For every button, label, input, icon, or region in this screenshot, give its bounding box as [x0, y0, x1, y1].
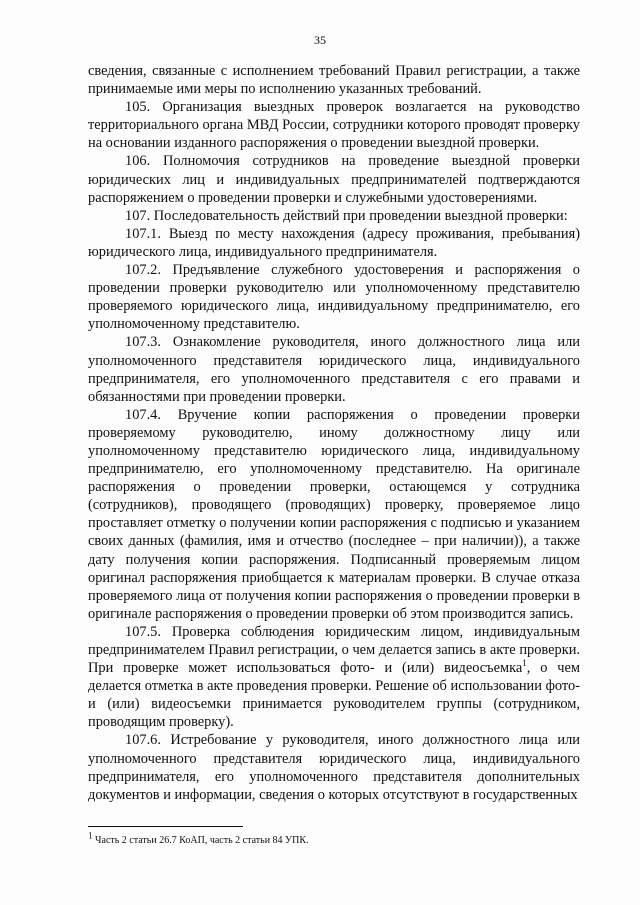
footnote [88, 830, 580, 847]
paragraph-continuation: сведения, связанные с исполнением требований Правил регистрации, а также принимаемые ими меры по исполнению указанных требований. [88, 63, 580, 98]
paragraph-105: 105. Организация выездных проверок возлагается на руководство территориального органа МВД России, сотрудники которого проводят проверку на основании изданного распоряжения о проведении выездной проверки. [88, 99, 580, 152]
paragraph-107-5-text-b: , о чем делается отметка в акте проведения проверки. Решение об использовании фото- и (или) видеосъемки принимается руководителем группы (сотрудником, проводящим проверку). [88, 660, 580, 731]
footnote-reference: 1 [522, 658, 527, 669]
paragraph-107-5-text-a: 107.5. Проверка соблюдения юридическим лицом, индивидуальным предпринимателем Правил регистрации, о чем делается запись в акте проверки. При проверке может использоваться фото- и (или) видеосъемка [88, 623, 580, 677]
footnote-divider [88, 826, 243, 827]
footnote-text: Часть 2 статьи 26.7 КоАП, часть 2 статьи 84 УПК. [92, 835, 309, 846]
paragraph-106: 106. Полномочия сотрудников на проведение выездной проверки юридических лиц и индивидуальных предпринимателей подтверждаются распоряжением о проведении проверки и служебными удостоверениями. [88, 153, 580, 206]
footnote-mark: 1 [88, 830, 93, 841]
paragraph-107-2: 107.2. Предъявление служебного удостоверения и распоряжения о проведении проверки руководителю или уполномоченному представителю проверяемого юридического лица, индивидуальному предпринимателю, его уполномоченному представителю. [88, 262, 580, 333]
page-number: 35 [314, 33, 326, 47]
paragraph-107-3: 107.3. Ознакомление руководителя, иного должностного лица или уполномоченного представителя юридического лица, индивидуального предпринимателя, его уполномоченного представителя с его правами и обязанностями при проведении проверки. [88, 334, 580, 405]
document-body [88, 62, 580, 804]
paragraph-107: 107. Последовательность действий при проведении выездной проверки: [125, 207, 568, 224]
paragraph-107-5 [88, 623, 580, 732]
paragraph-107-6: 107.6. Истребование у руководителя, иного должностного лица или уполномоченного представителя юридического лица, индивидуального предпринимателя, его уполномоченного представителя дополнительных документов и информации, сведения о которых отсутствуют в государственных [88, 732, 580, 803]
paragraph-107-4: 107.4. Вручение копии распоряжения о проведении проверки проверяемому руководителю, иному должностному лицу или уполномоченному представителю юридического лица, индивидуальному предпринимателю, его уполномоченному представителю. На оригинале распоряжения о проведении проверки, остающемся у сотрудника (сотрудников), проводящего (проводящих) проверку, проверяемое лицо проставляет отметку о получении копии распоряжения с подписью и указанием своих данных (фамилия, имя и отчество (последнее – при наличии)), а также дату получения копии распоряжения. Подписанный проверяемым лицом оригинал распоряжения приобщается к материалам проверки. В случае отказа проверяемого лица от получения копии распоряжения о проведении проверки в оригинале распоряжения о проведении проверки об этом производится запись. [88, 406, 580, 622]
paragraph-107-1: 107.1. Выезд по месту нахождения (адресу проживания, пребывания) юридического лица, индивидуального предпринимателя. [88, 225, 580, 260]
